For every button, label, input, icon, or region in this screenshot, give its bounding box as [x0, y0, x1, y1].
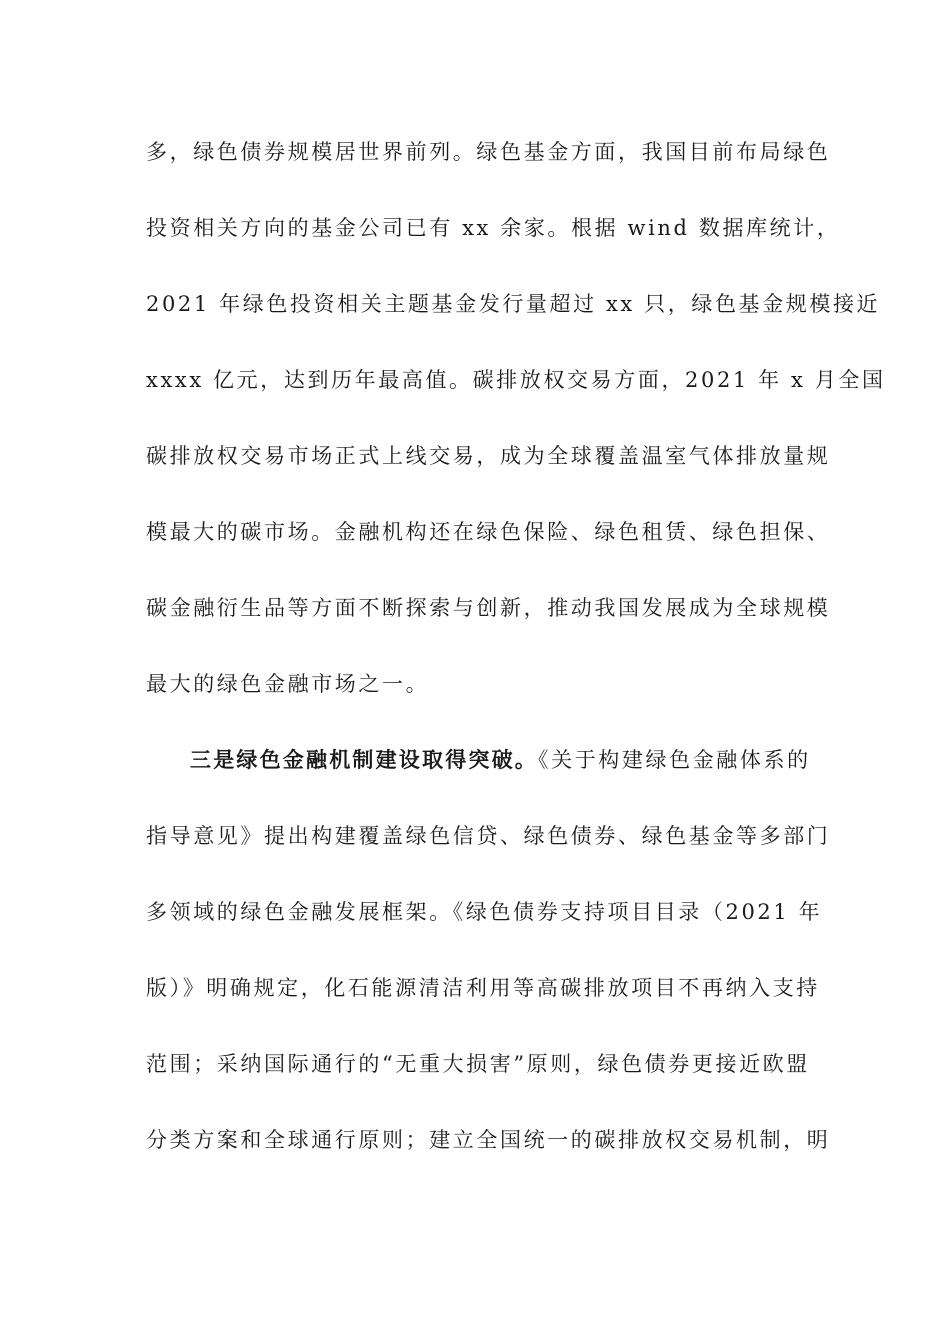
paragraph-line: 版）》明确规定，化石能源清洁利用等高碳排放项目不再纳入支持	[146, 976, 820, 1000]
paragraph-line: 指导意见》提出构建覆盖绿色信贷、绿色债券、绿色基金等多部门	[146, 824, 831, 848]
paragraph-first-line	[190, 746, 850, 774]
paragraph-line: 分类方案和全球通行原则；建立全国统一的碳排放权交易机制，明	[146, 1128, 831, 1152]
paragraph-line: 范围；采纳国际通行的“无重大损害”原则，绿色债券更接近欧盟	[146, 1052, 810, 1076]
paragraph-line: 多，绿色债券规模居世界前列。绿色基金方面，我国目前布局绿色	[146, 140, 831, 164]
paragraph-line: 模最大的碳市场。金融机构还在绿色保险、绿色租赁、绿色担保、	[146, 520, 831, 544]
paragraph-line: 2021 年绿色投资相关主题基金发行量超过 xx 只，绿色基金规模接近	[146, 292, 881, 316]
section-heading: 三是绿色金融机制建设取得突破。	[190, 748, 538, 772]
paragraph-line: xxxx 亿元，达到历年最高值。碳排放权交易方面，2021 年 x 月全国	[146, 368, 886, 392]
paragraph-line: 碳排放权交易市场正式上线交易，成为全球覆盖温室气体排放量规	[146, 444, 831, 468]
paragraph-line: 投资相关方向的基金公司已有 xx 余家。根据 wind 数据库统计，	[146, 216, 841, 240]
paragraph-line: 碳金融衍生品等方面不断探索与创新，推动我国发展成为全球规模	[146, 596, 831, 620]
paragraph-line: 多领域的绿色金融发展框架。《绿色债券支持项目目录（2021 年	[146, 900, 823, 924]
paragraph-line: 最大的绿色金融市场之一。	[146, 672, 430, 696]
paragraph-text: 《关于构建绿色金融体系的	[538, 748, 811, 772]
